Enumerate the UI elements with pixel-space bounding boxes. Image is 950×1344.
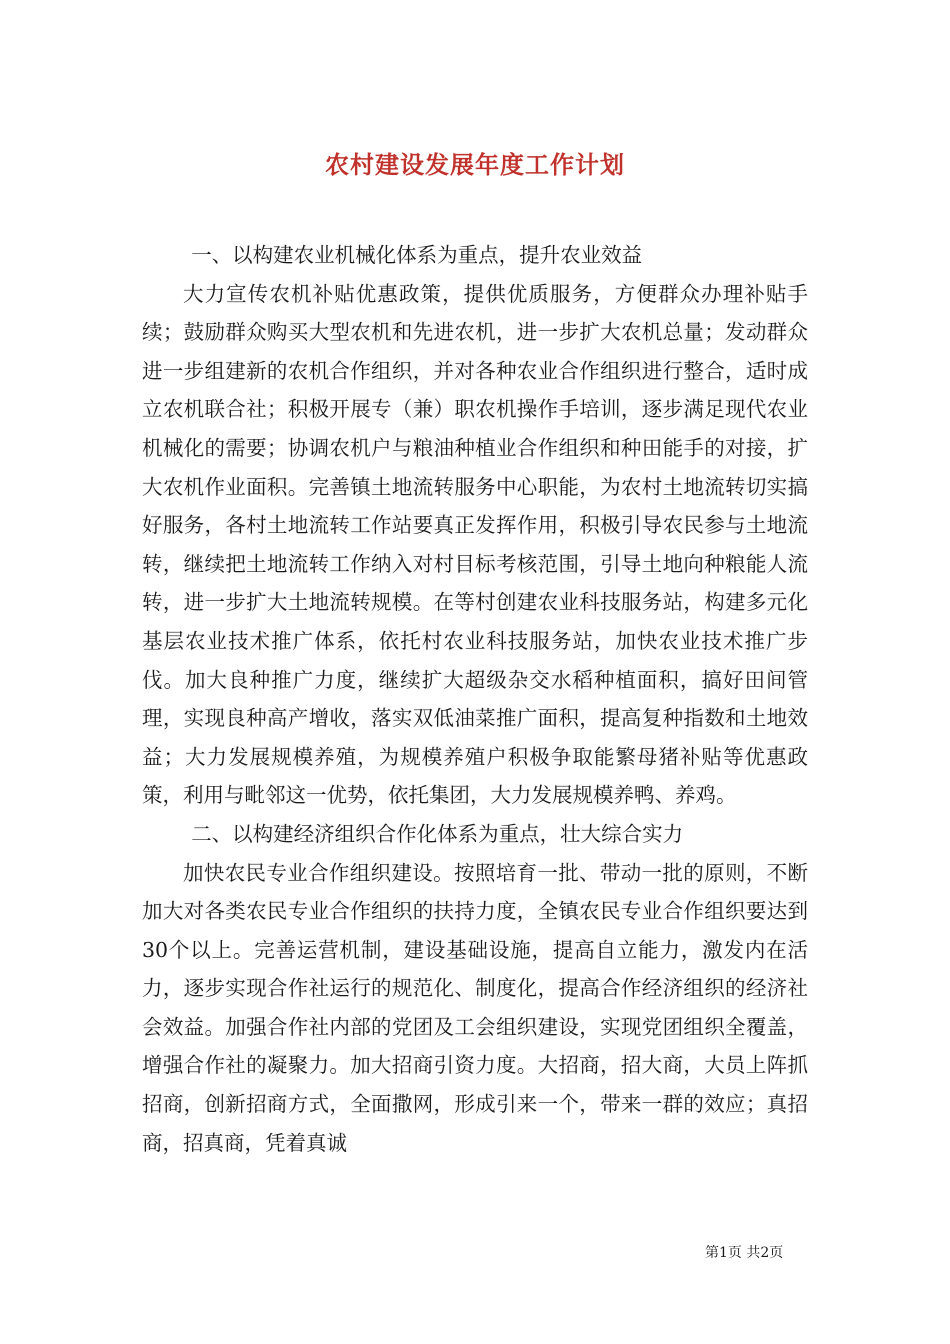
- section-paragraph-2: 加快农民专业合作组织建设。按照培育一批、带动一批的原则，不断加大对各类农民专业合作组织的扶持力度，全镇农民专业合作组织要达到30个以上。完善运营机制，建设基础设施，提高自立能力，激发内在活力，逐步实现合作社运行的规范化、制度化，提高合作经济组织的经济社会效益。加强合作社内部的党团及工会组织建设，实现党团组织全覆盖，增强合作社的凝聚力。加大招商引资力度。大招商，招大商，大员上阵抓招商，创新招商方式，全面撒网，形成引来一个，带来一群的效应；真招商，招真商，凭着真诚: [142, 860, 808, 1155]
- document-body: [142, 236, 808, 1162]
- section-heading-1: 一、以构建农业机械化体系为重点，提升农业效益: [191, 243, 643, 267]
- section-paragraph-1: 大力宣传农机补贴优惠政策，提供优质服务，方便群众办理补贴手续；鼓励群众购买大型农机和先进农机，进一步扩大农机总量；发动群众进一步组建新的农机合作组织，并对各种农业合作组织进行整合，适时成立农机联合社；积极开展专（兼）职农机操作手培训，逐步满足现代农业机械化的需要；协调农机户与粮油种植业合作组织和种田能手的对接，扩大农机作业面积。完善镇土地流转服务中心职能，为农村土地流转切实搞好服务，各村土地流转工作站要真正发挥作用，积极引导农民参与土地流转，继续把土地流转工作纳入对村目标考核范围，引导土地向种粮能人流转，进一步扩大土地流转规模。在等村创建农业科技服务站，构建多元化基层农业技术推广体系，依托村农业科技服务站，加快农业技术推广步伐。加大良种推广力度，继续扩大超级杂交水稻种植面积，搞好田间管理，实现良种高产增收，落实双低油菜推广面积，提高复种指数和土地效益；大力发展规模养殖，为规模养殖户积极争取能繁母猪补贴等优惠政策，利用与毗邻这一优势，依托集团，大力发展规模养鸭、养鸡。: [142, 281, 808, 808]
- page-title: 农村建设发展年度工作计划: [325, 150, 625, 180]
- section-heading-2: 二、以构建经济组织合作化体系为重点，壮大综合实力: [191, 821, 684, 846]
- page-number: 第1页 共2页: [705, 1245, 784, 1261]
